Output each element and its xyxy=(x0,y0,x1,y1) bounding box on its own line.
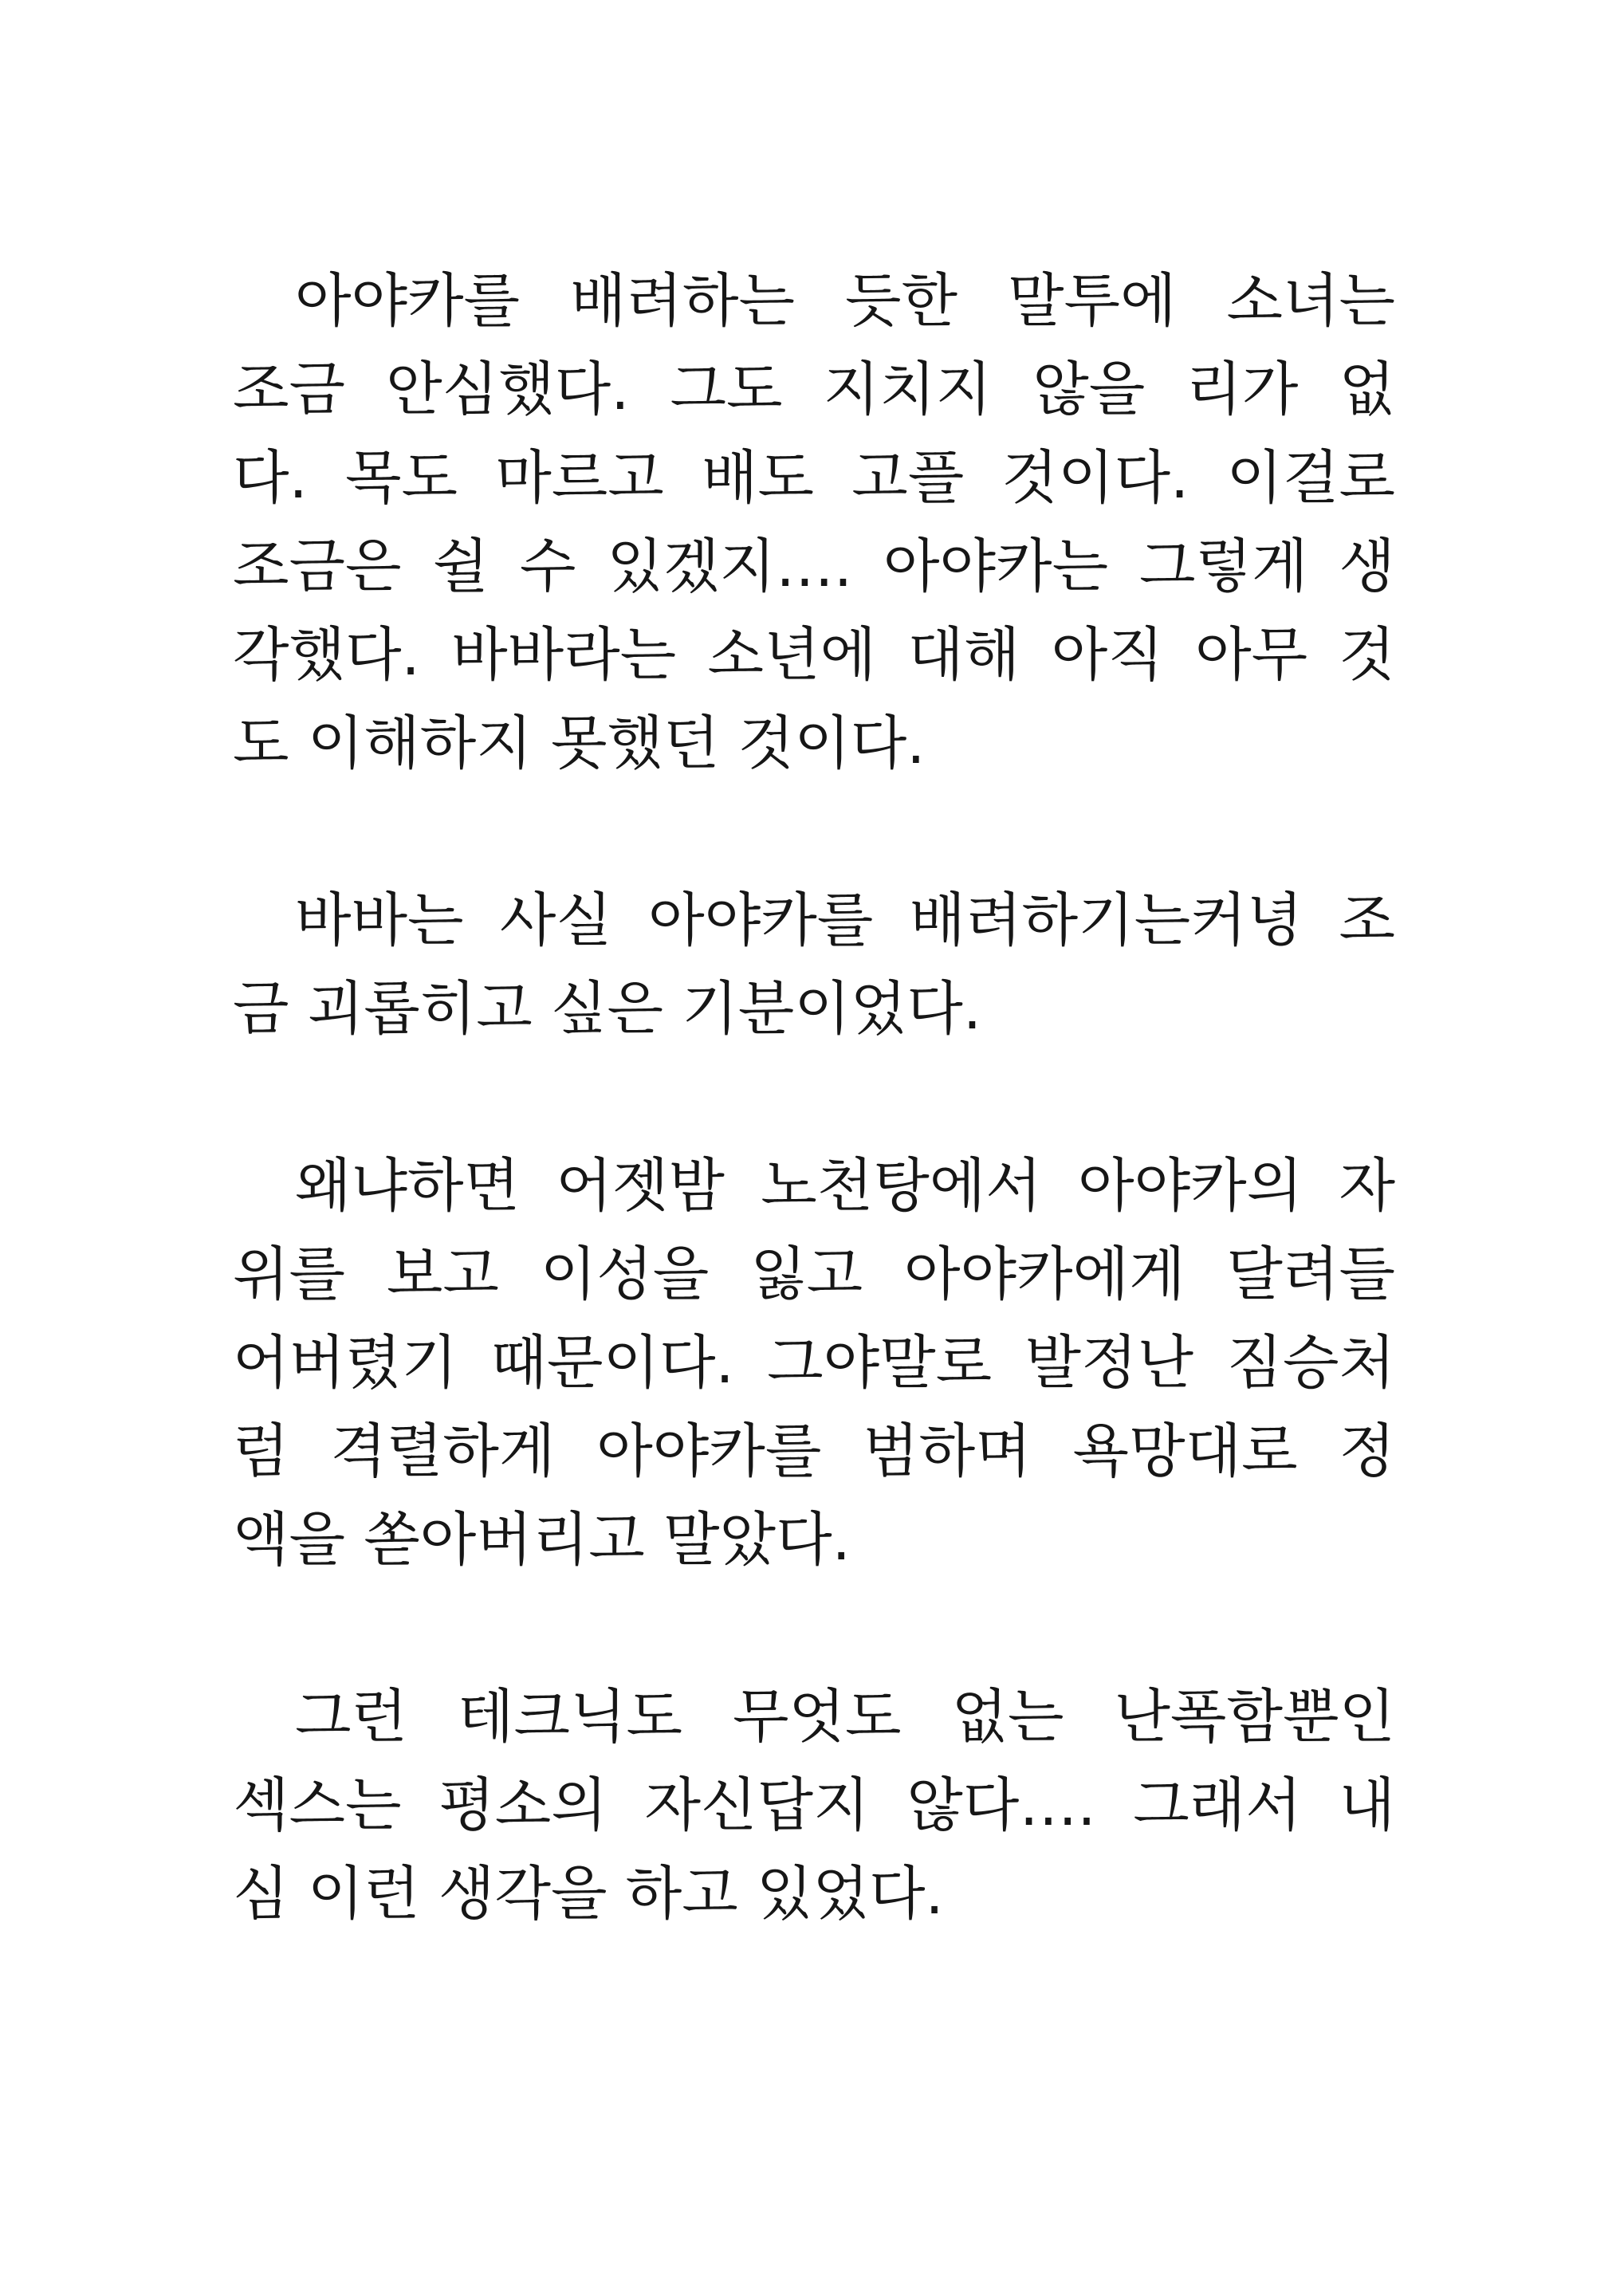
text-line: 왜냐하면 어젯밤 노천탕에서 아야카의 자 xyxy=(295,1152,1395,1220)
text-line: 위를 보고 이성을 잃고 아야카에게 달려들 xyxy=(233,1240,1395,1308)
paragraph-4 xyxy=(233,1673,1395,1938)
text-line: 금 괴롭히고 싶은 기분이었다. xyxy=(233,975,982,1043)
text-line: 아야카를 배려하는 듯한 말투에 소녀는 xyxy=(295,267,1395,335)
text-line: 심 이런 생각을 하고 있었다. xyxy=(233,1860,944,1928)
paragraph-1 xyxy=(233,257,1395,788)
text-line: 도 이해하지 못했던 것이다. xyxy=(233,710,926,777)
text-line: 조금은 쉴 수 있겠지…. 아야카는 그렇게 생 xyxy=(233,533,1395,600)
text-line: 럼 격렬하게 아야카를 범하며 욕망대로 정 xyxy=(233,1417,1395,1485)
text-line: 각했다. 바바라는 소년에 대해 아직 아무 것 xyxy=(233,621,1395,689)
text-line: 바바는 사실 아야카를 배려하기는커녕 조 xyxy=(295,887,1395,954)
text-line: 다. 목도 마르고 배도 고플 것이다. 이걸로 xyxy=(233,444,1395,512)
text-line: 섹스는 평소의 자신답지 않다…. 그래서 내 xyxy=(233,1771,1395,1839)
text-line: 액을 쏟아버리고 말았다. xyxy=(233,1506,851,1574)
paragraph-3 xyxy=(233,1142,1395,1584)
text-line: 어버렸기 때문이다. 그야말로 발정난 짐승처 xyxy=(233,1329,1395,1397)
text-line: 그런 테크닉도 무엇도 없는 난폭함뿐인 xyxy=(295,1683,1395,1751)
text-line: 조금 안심했다. 그도 지치지 않을 리가 없 xyxy=(233,356,1395,423)
body-text xyxy=(233,257,1395,2027)
paragraph-2 xyxy=(233,876,1395,1053)
